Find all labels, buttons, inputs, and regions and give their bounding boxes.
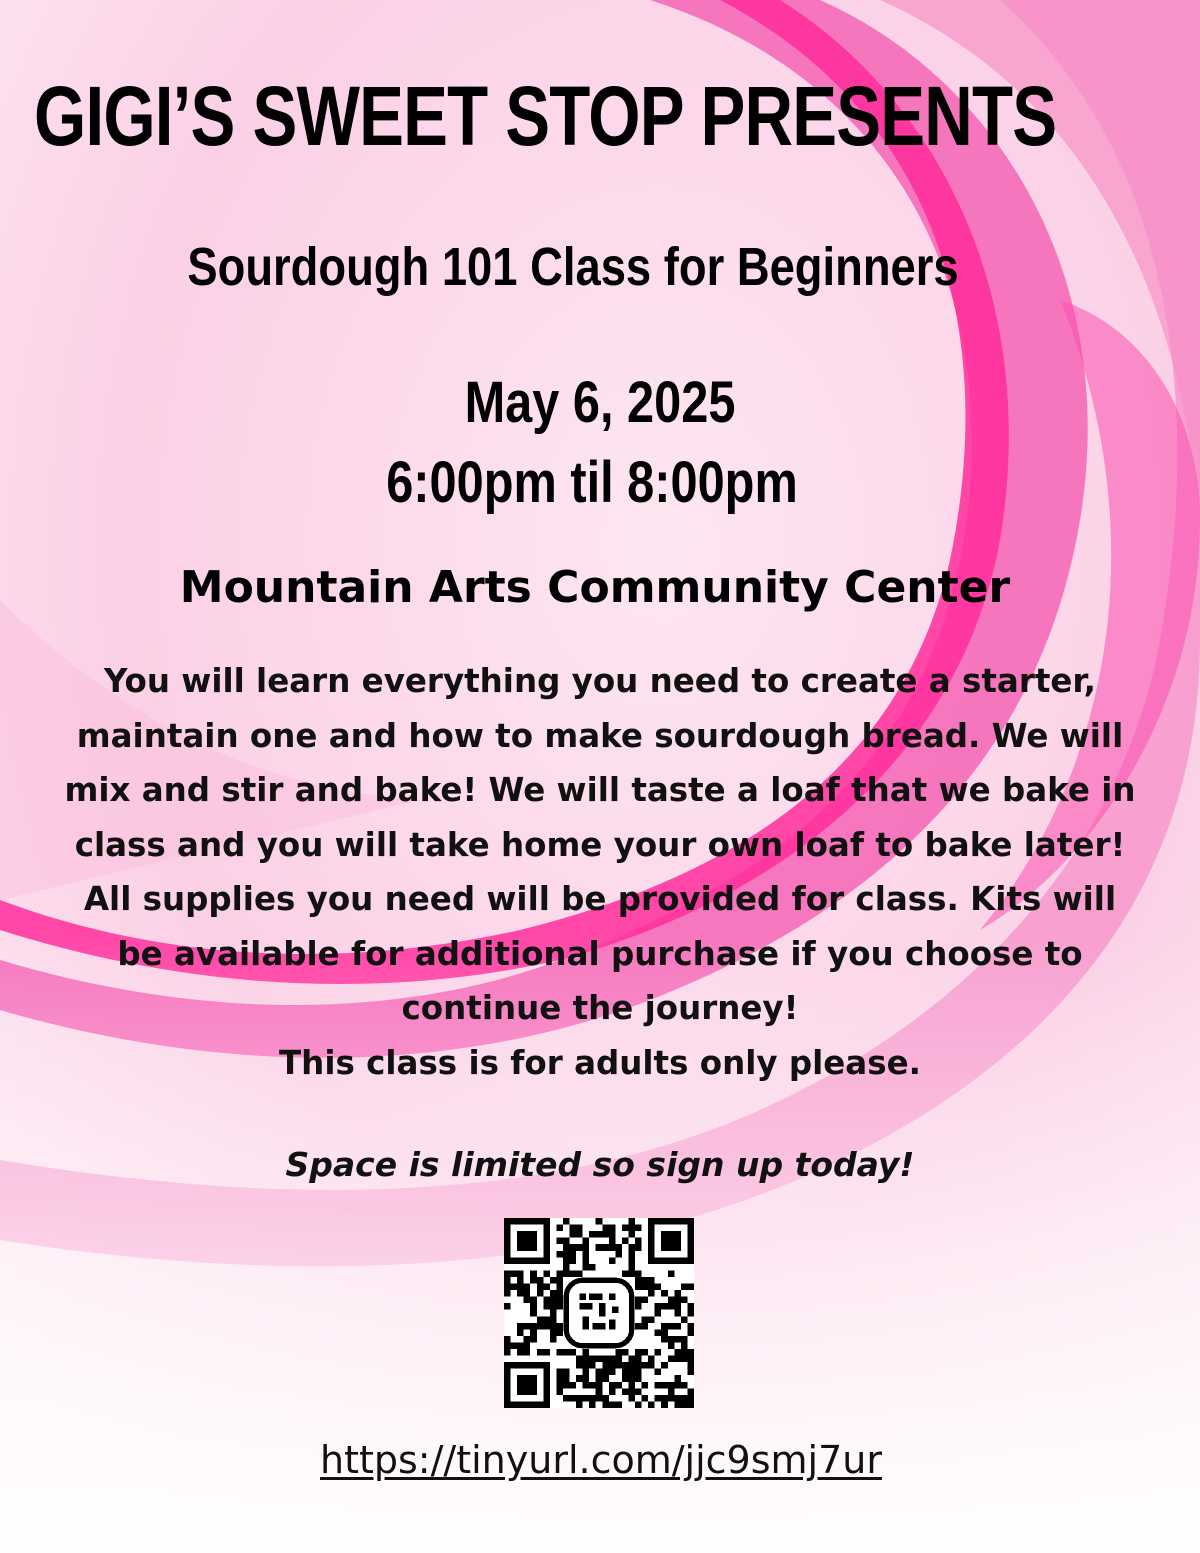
description-line: be available for additional purchase if you choose to [117, 934, 1083, 973]
description-line: mix and stir and bake! We will taste a loaf that we bake in [64, 771, 1136, 809]
class-description [40, 654, 1160, 1090]
event-date: May 6, 2025 [464, 370, 736, 435]
headline: GIGI’S SWEET STOP PRESENTS [34, 69, 1057, 163]
venue-name: Mountain Arts Community Center [179, 562, 1011, 613]
signup-link[interactable]: https://tinyurl.com/jjc9smj7ur [320, 1438, 882, 1482]
description-line: maintain one and how to make sourdough bread. We will [76, 716, 1124, 755]
qr-code-graphic [504, 1218, 694, 1408]
class-title: Sourdough 101 Class for Beginners [187, 237, 959, 297]
description-line: You will learn everything you need to create a starter, [103, 662, 1097, 700]
qr-code-icon[interactable] [504, 1218, 694, 1408]
description-line: All supplies you need will be provided for class. Kits will [83, 880, 1117, 918]
description-line: class and you will take home your own loaf to bake later! [74, 825, 1126, 864]
description-line: This class is for adults only please. [279, 1043, 921, 1082]
call-to-action: Space is limited so sign up today! [285, 1145, 915, 1184]
description-line: continue the journey! [401, 989, 799, 1027]
event-time: 6:00pm til 8:00pm [386, 450, 798, 515]
